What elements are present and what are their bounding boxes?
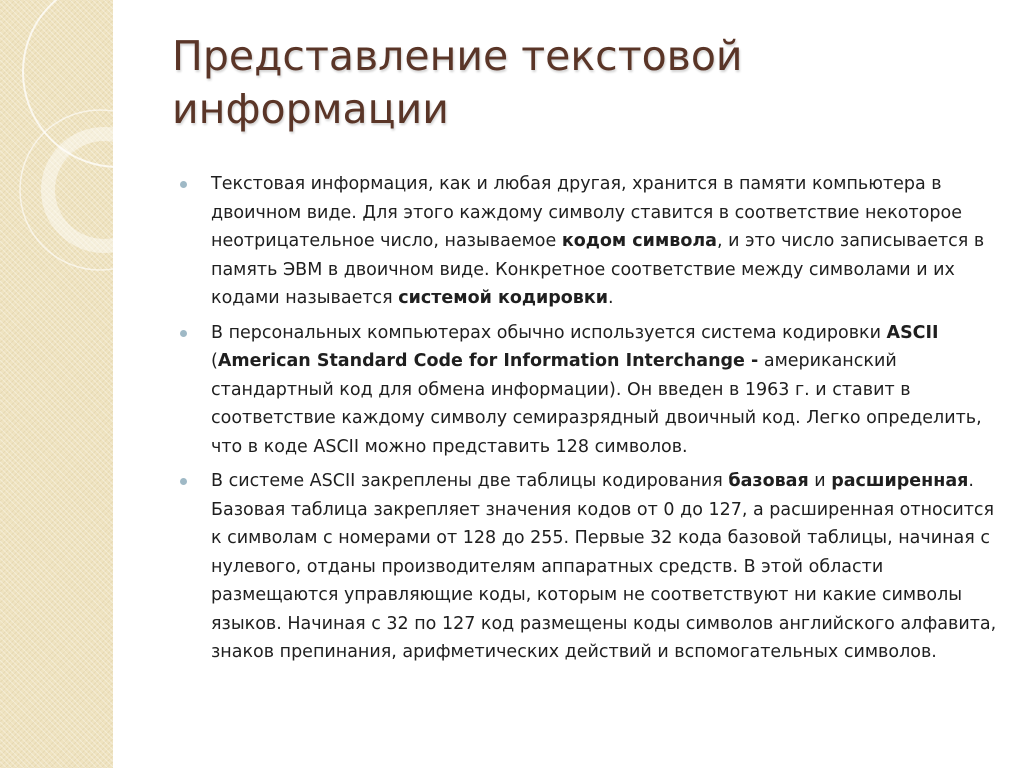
bullet-item: В системе ASCII закреплены две таблицы кодирования базовая и расширенная. Базовая таблица закрепляет значения кодов от 0 до 127, а расширенная относится к символам с номерами от 128 до 255. Первые 32 кода базовой таблицы, начиная с нулевого, отданы производителям аппаратных средств. В этой области размещаются управляющие коды, которым не соответствуют ни какие символы языков. Начиная с 32 по 127 код размещены коды символов английского алфавита, знаков препинания, арифметических действий и вспомогательных символов. <box>178 467 998 667</box>
bullet-dot-icon <box>180 330 187 337</box>
concentric-circles-decoration <box>0 0 113 768</box>
bullet-list <box>178 170 998 673</box>
bullet-item: Текстовая информация, как и любая другая, хранится в памяти компьютера в двоичном виде. Для этого каждому символу ставится в соответствие некоторое неотрицательное число, называемое кодом символа, и это число записывается в память ЭВМ в двоичном виде. Конкретное соответствие между символами и их кодами называется системой кодировки. <box>178 170 998 313</box>
bullet-dot-icon <box>180 181 187 188</box>
bullet-item: В персональных компьютерах обычно используется система кодировки ASCII (American Standard Code for Information Interchange - американский стандартный код для обмена информации). Он введен в 1963 г. и ставит в соответствие каждому символу семиразрядный двоичный код. Легко определить, что в коде ASCII можно представить 128 символов. <box>178 319 998 462</box>
side-panel-divider <box>113 0 115 768</box>
slide-title: Представление текстовой информации <box>172 32 743 133</box>
decorative-side-panel <box>0 0 113 768</box>
bullet-dot-icon <box>180 478 187 485</box>
